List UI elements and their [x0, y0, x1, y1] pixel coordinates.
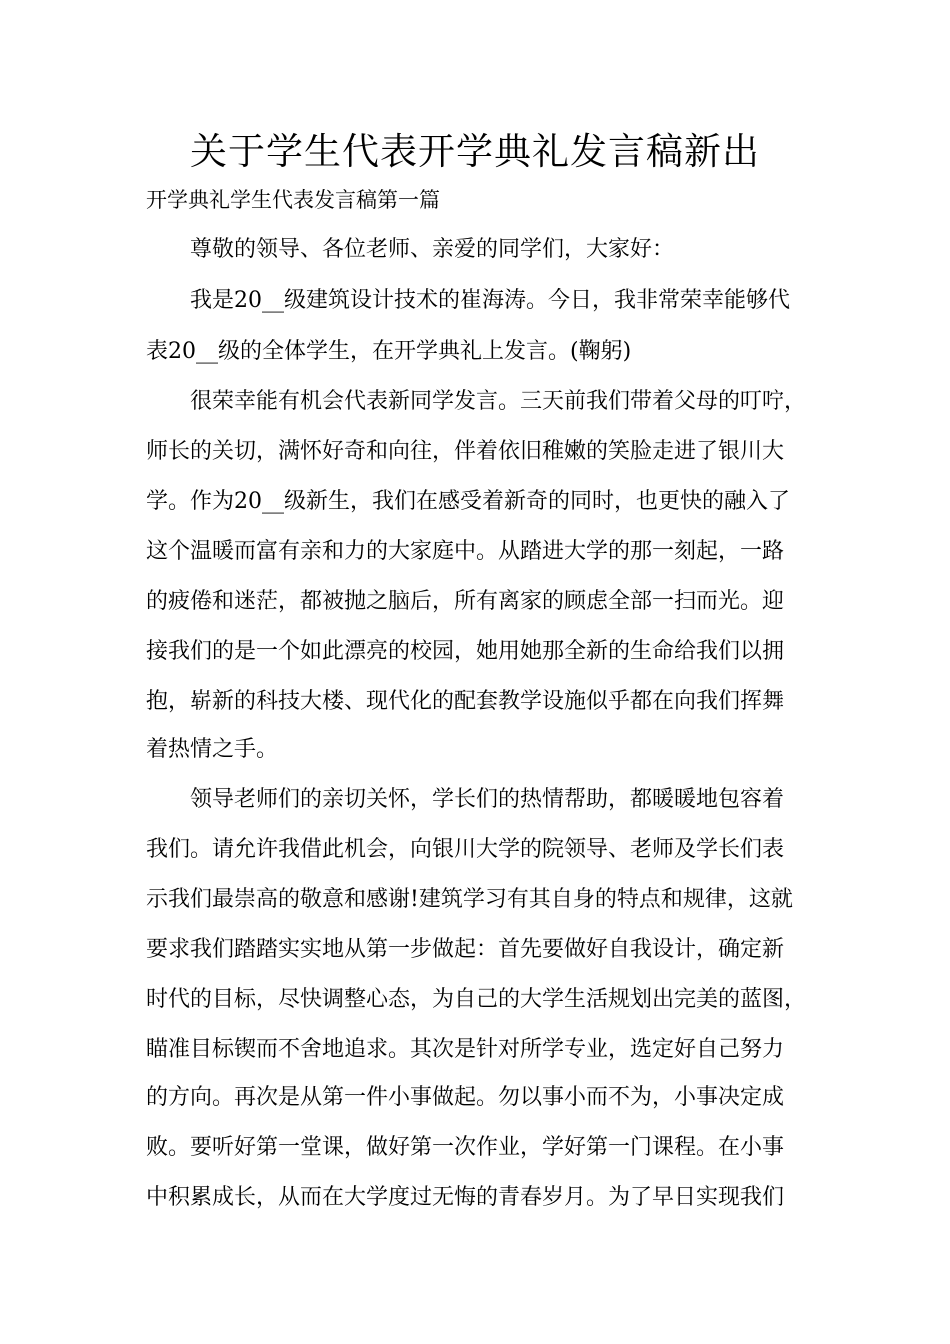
paragraph-line: 中积累成长，从而在大学度过无悔的青春岁月。为了早日实现我们 [146, 1185, 785, 1210]
paragraph-line: 学。作为20__级新生，我们在感受着新奇的同时，也更快的融入了 [146, 489, 790, 514]
paragraph-line: 瞄准目标锲而不舍地追求。其次是针对所学专业，选定好自己努力 [146, 1037, 785, 1062]
paragraph-line: 时代的目标，尽快调整心态，为自己的大学生活规划出完美的蓝图， [146, 987, 807, 1012]
paragraph-line: 示我们最崇高的敬意和感谢!建筑学习有其自身的特点和规律，这就 [146, 887, 793, 912]
paragraph-line: 接我们的是一个如此漂亮的校园，她用她那全新的生命给我们以拥 [146, 639, 785, 664]
paragraph-line: 败。要听好第一堂课，做好第一次作业，学好第一门课程。在小事 [146, 1135, 785, 1160]
paragraph-line: 表20__级的全体学生，在开学典礼上发言。(鞠躬) [146, 339, 632, 364]
paragraph-line: 这个温暖而富有亲和力的大家庭中。从踏进大学的那一刻起，一路 [146, 539, 785, 564]
paragraph-line: 领导老师们的亲切关怀，学长们的热情帮助，都暖暖地包容着 [190, 787, 785, 812]
document-title: 关于学生代表开学典礼发言稿新出 [190, 130, 760, 173]
paragraph-line: 抱，崭新的科技大楼、现代化的配套教学设施似乎都在向我们挥舞 [146, 689, 785, 714]
paragraph-line: 要求我们踏踏实实地从第一步做起：首先要做好自我设计，确定新 [146, 937, 785, 962]
greeting-line: 尊敬的领导、各位老师、亲爱的同学们，大家好： [190, 237, 675, 262]
paragraph-line: 着热情之手。 [146, 737, 279, 762]
paragraph-line: 的方向。再次是从第一件小事做起。勿以事小而不为，小事决定成 [146, 1085, 785, 1110]
paragraph-line: 很荣幸能有机会代表新同学发言。三天前我们带着父母的叮咛， [190, 389, 807, 414]
paragraph-line: 我是20__级建筑设计技术的崔海涛。今日，我非常荣幸能够代 [190, 288, 790, 313]
paragraph-line: 我们。请允许我借此机会，向银川大学的院领导、老师及学长们表 [146, 837, 785, 862]
section-heading: 开学典礼学生代表发言稿第一篇 [146, 188, 440, 212]
paragraph-line: 师长的关切，满怀好奇和向往，伴着依旧稚嫩的笑脸走进了银川大 [146, 439, 785, 464]
paragraph-line: 的疲倦和迷茫，都被抛之脑后，所有离家的顾虑全部一扫而光。迎 [146, 589, 785, 614]
